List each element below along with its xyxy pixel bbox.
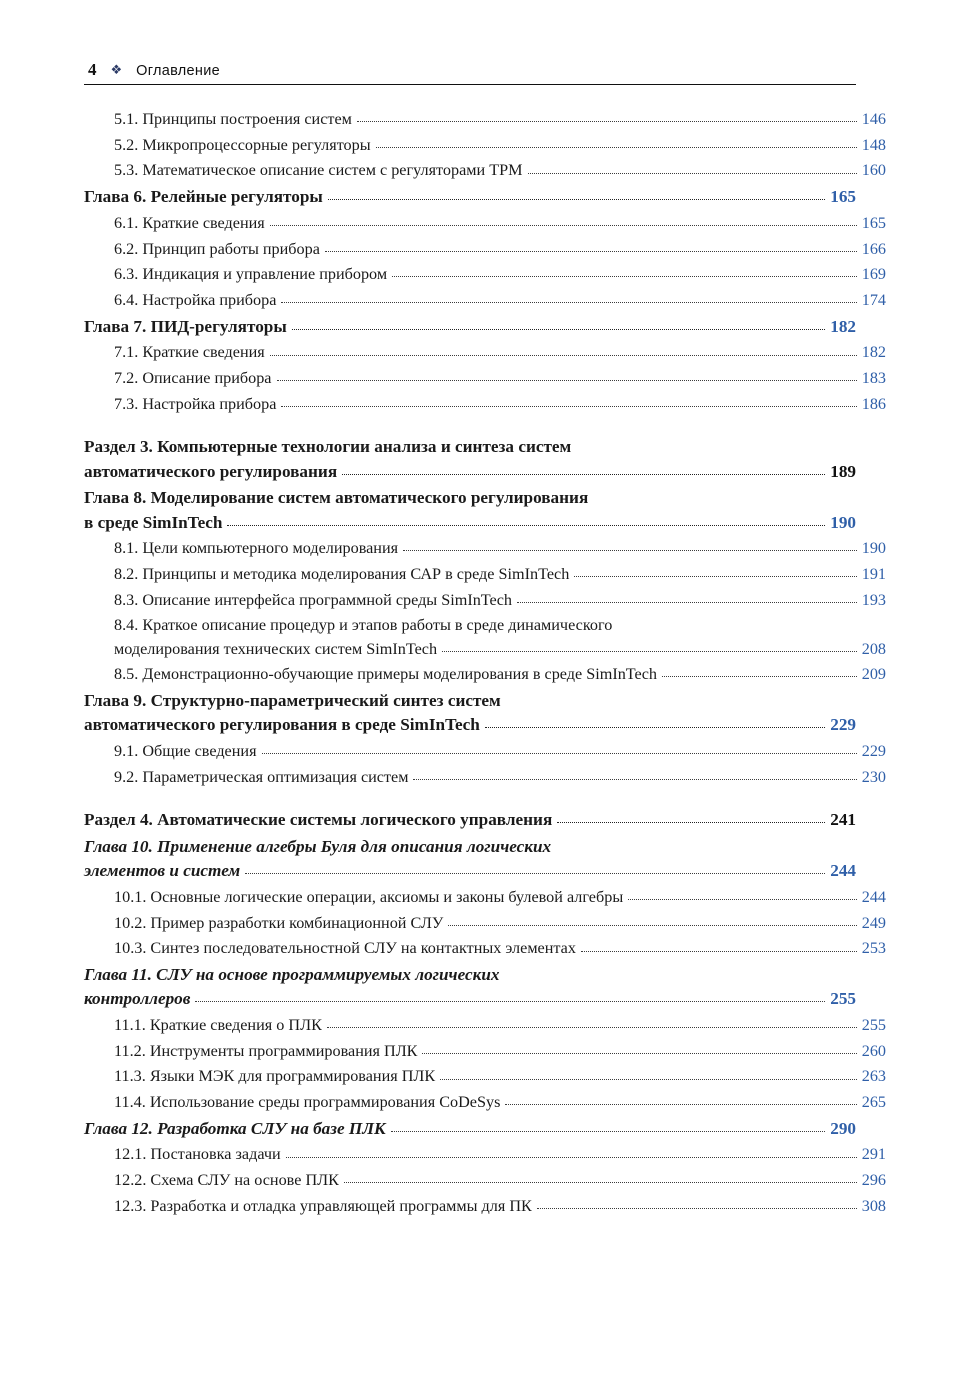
toc-page-number[interactable]: 230 [861,767,886,786]
toc-row[interactable] [84,266,886,282]
toc-entry-title: 12.2. Схема СЛУ на основе ПЛК [114,1171,339,1190]
toc-leader-dots [245,872,825,874]
toc-leader-dots [376,146,857,148]
toc-entry[interactable] [84,1120,856,1137]
toc-entry[interactable] [84,692,856,733]
toc-leader-dots [325,250,857,252]
toc-entry[interactable] [84,741,886,760]
toc-page-number[interactable]: 290 [830,1118,856,1138]
toc-leader-dots [448,924,856,926]
toc-entry[interactable] [84,318,856,335]
toc-row[interactable] [84,592,886,608]
toc-page-number[interactable]: 169 [861,265,886,284]
toc-entry-title: элементов и систем [84,861,241,881]
toc-row[interactable] [84,514,856,531]
toc-leader-dots [270,354,857,356]
toc-page-number[interactable]: 241 [830,810,856,830]
toc-entry-line1: Глава 9. Структурно-параметрический синтез систем [84,690,501,710]
toc-row[interactable] [84,137,886,153]
toc-entry-title: автоматического регулирования [84,461,338,481]
toc-entry[interactable] [84,590,886,609]
toc-row[interactable] [84,241,886,257]
toc-entry[interactable] [84,394,886,413]
toc-page-number[interactable]: 255 [830,989,856,1009]
toc-entry[interactable] [84,1171,886,1190]
header-divider [84,84,856,85]
toc-page-number[interactable]: 193 [861,590,886,609]
toc-entry[interactable] [84,489,856,530]
toc-entry[interactable] [84,438,856,479]
toc-entry-title: Глава 7. ПИД-регуляторы [84,316,287,336]
toc-entry-title: 8.2. Принципы и методика моделирования САР в среде SimInTech [114,564,570,583]
toc-leader-dots [440,1078,857,1080]
toc-entry-title: 6.3. Индикация и управление прибором [114,265,388,284]
toc-row[interactable] [84,292,886,308]
toc-page-number[interactable]: 182 [861,343,886,362]
toc-entry[interactable] [84,135,886,154]
toc-entry-line1: Глава 10. Применение алгебры Буля для описания логических [84,836,552,856]
toc-entry-title: 9.2. Параметрическая оптимизация систем [114,767,409,786]
toc-entry[interactable] [84,239,886,258]
toc-leader-dots [403,549,857,551]
toc-entry[interactable] [84,939,886,958]
toc-row[interactable] [84,162,886,178]
toc-page-number[interactable]: 291 [861,1145,886,1164]
toc-page-number[interactable]: 160 [861,161,886,180]
toc-entry-title: автоматического регулирования в среде SimInTech [84,715,480,735]
toc-entry[interactable] [84,1196,886,1215]
toc-entry[interactable] [84,838,856,879]
toc-leader-dots [528,172,857,174]
toc-page-number[interactable]: 265 [861,1093,886,1112]
toc-row[interactable] [84,641,886,657]
toc-page-number[interactable]: 260 [861,1041,886,1060]
toc-entry[interactable] [84,913,886,932]
toc-page-number[interactable]: 182 [830,316,856,336]
toc-entry[interactable] [84,265,886,284]
toc-entry-title: 8.1. Цели компьютерного моделирования [114,539,399,558]
toc-page-number[interactable]: 229 [861,741,886,760]
toc-entry[interactable] [84,1067,886,1086]
toc-entry-title: 7.2. Описание прибора [114,369,272,388]
toc-entry[interactable] [84,213,886,232]
toc-row[interactable] [84,743,886,759]
toc-entry[interactable] [84,811,856,828]
toc-page-number[interactable]: 244 [830,861,856,881]
toc-entry[interactable] [84,1041,886,1060]
toc-row[interactable] [84,111,886,127]
toc-entry-title: Глава 12. Разработка СЛУ на базе ПЛК [84,1118,386,1138]
toc-leader-dots [391,1130,826,1132]
toc-page-number[interactable]: 190 [861,539,886,558]
toc-row[interactable] [84,769,886,785]
toc-row[interactable] [84,215,886,231]
toc-entry[interactable] [84,539,886,558]
toc-page-number[interactable]: 165 [830,187,856,207]
toc-entry[interactable] [84,1015,886,1034]
toc-row[interactable] [84,889,886,905]
toc-leader-dots [392,275,857,277]
toc-row[interactable] [84,566,886,582]
toc-entry-title: 6.4. Настройка прибора [114,290,277,309]
toc-entry-line1: Глава 11. СЛУ на основе программируемых логических [84,965,500,984]
toc-page-number[interactable]: 190 [830,512,856,532]
toc-row[interactable] [84,463,856,480]
toc-entry-title: 11.2. Инструменты программирования ПЛК [114,1041,418,1060]
toc-row[interactable] [84,915,886,931]
page-title: Оглавление [136,63,220,79]
toc-leader-dots [557,821,825,823]
toc-page-number[interactable]: 229 [830,715,856,735]
toc-page-number[interactable]: 263 [861,1067,886,1086]
toc-entry-title: моделирования технических систем SimInTech [114,639,438,658]
toc-entry-title: 5.1. Принципы построения систем [114,110,352,128]
toc-page-number[interactable]: 308 [861,1196,886,1215]
toc-leader-dots [442,650,857,652]
toc-row[interactable] [84,344,886,360]
toc-entry[interactable] [84,188,856,205]
toc-leader-dots [277,379,857,381]
toc-entry[interactable] [84,564,886,583]
toc-leader-dots [270,224,857,226]
toc-page-number[interactable]: 165 [861,213,886,232]
toc-leader-dots [517,601,857,603]
toc-page-number[interactable]: 186 [861,394,886,413]
toc-entry-title: Раздел 4. Автоматические системы логического управления [84,810,553,830]
toc-row[interactable] [84,862,856,879]
page-header [84,60,856,80]
toc-entry-title: в среде SimInTech [84,512,223,532]
toc-entry[interactable] [84,1093,886,1112]
toc-page-number[interactable]: 191 [861,564,886,583]
toc-page-number[interactable]: 209 [861,665,886,684]
toc-leader-dots [485,726,825,728]
toc-entry-title: 10.2. Пример разработки комбинационной СЛУ [114,913,444,932]
toc-entry[interactable] [84,369,886,388]
toc-entry-title: 8.3. Описание интерфейса программной среды SimInTech [114,590,513,609]
toc-row[interactable] [84,370,886,386]
toc-leader-dots [581,950,857,952]
toc-entry-title: 12.3. Разработка и отладка управляющей программы для ПК [114,1196,532,1215]
toc-entry-title: 7.1. Краткие сведения [114,343,265,362]
toc-row[interactable] [84,1068,886,1084]
toc-page-number[interactable]: 189 [830,461,856,481]
toc-spacer [84,421,856,438]
diamond-ornament-icon: ❖ [110,62,123,77]
toc-row[interactable] [84,811,856,828]
toc-entry-title: 12.1. Постановка задачи [114,1145,281,1164]
toc-leader-dots [537,1207,857,1209]
toc-page-number[interactable]: 183 [861,369,886,388]
toc-entry-title: 6.1. Краткие сведения [114,213,265,232]
toc-entry-title: 11.1. Краткие сведения о ПЛК [114,1015,322,1034]
toc-row[interactable] [84,396,886,412]
toc-page-number[interactable]: 208 [861,639,886,658]
toc-entry-title: 10.3. Синтез последовательностной СЛУ на контактных элементах [114,939,576,958]
toc-row[interactable] [84,188,856,205]
toc-entry[interactable] [84,665,886,684]
toc-entry[interactable] [84,161,886,180]
toc-entry-title: контроллеров [84,989,191,1009]
toc-leader-dots [422,1052,856,1054]
toc-leader-dots [281,405,856,407]
toc-entry-title: 5.3. Математическое описание систем с регуляторами ТРМ [114,161,523,180]
toc-entry-line1: 8.4. Краткое описание процедур и этапов работы в среде динамического [114,616,613,635]
page-number: 4 [88,60,97,79]
toc-entry[interactable] [84,290,886,309]
toc-leader-dots [342,473,825,475]
toc-entry[interactable] [84,1145,886,1164]
toc-list [84,110,886,1215]
toc-page-number[interactable]: 296 [861,1171,886,1190]
toc-page-number[interactable]: 146 [861,110,886,128]
toc-row[interactable] [84,1120,856,1137]
toc-spacer [84,794,856,811]
toc-entry[interactable] [84,887,886,906]
toc-leader-dots [195,1000,825,1002]
toc-row[interactable] [84,1172,886,1188]
toc-entry-title: Глава 6. Релейные регуляторы [84,187,323,207]
toc-page-number[interactable]: 244 [861,887,886,906]
toc-entry-title: 11.4. Использование среды программирования CoDeSys [114,1093,501,1112]
toc-leader-dots [227,524,825,526]
toc-entry-line1: Глава 8. Моделирование систем автоматического регулирования [84,488,589,508]
toc-leader-dots [628,898,857,900]
toc-row[interactable] [84,1094,886,1110]
toc-leader-dots [574,575,856,577]
toc-row[interactable] [84,318,856,335]
toc-row[interactable] [84,1043,886,1059]
toc-leader-dots [328,198,825,200]
toc-entry[interactable] [84,110,886,128]
toc-row[interactable] [84,1198,886,1214]
toc-leader-dots [292,328,825,330]
toc-entry-title: 8.5. Демонстрационно-обучающие примеры моделирования в среде SimInTech [114,665,658,684]
toc-leader-dots [413,778,856,780]
toc-leader-dots [327,1026,857,1028]
toc-entry[interactable] [84,966,856,1007]
toc-entry-title: 5.2. Микропроцессорные регуляторы [114,135,371,154]
toc-entry-title: 6.2. Принцип работы прибора [114,239,320,258]
toc-page-number[interactable]: 249 [861,913,886,932]
toc-leader-dots [505,1103,856,1105]
toc-entry[interactable] [84,767,886,786]
toc-page-number[interactable]: 174 [861,290,886,309]
toc-row[interactable] [84,716,856,733]
toc-leader-dots [357,120,857,122]
toc-row[interactable] [84,1017,886,1033]
toc-entry[interactable] [84,343,886,362]
toc-entry-line1: Раздел 3. Компьютерные технологии анализа и синтеза систем [84,437,572,457]
toc-entry-title: 11.3. Языки МЭК для программирования ПЛК [114,1067,436,1086]
toc-row[interactable] [84,666,886,682]
toc-row[interactable] [84,940,886,956]
toc-row[interactable] [84,1146,886,1162]
toc-leader-dots [262,752,857,754]
toc-page-number[interactable]: 166 [861,239,886,258]
toc-page-number[interactable]: 255 [861,1015,886,1034]
toc-entry-title: 7.3. Настройка прибора [114,394,277,413]
toc-entry-title: 9.1. Общие сведения [114,741,257,760]
toc-leader-dots [344,1181,857,1183]
toc-row[interactable] [84,990,856,1007]
toc-leader-dots [662,675,857,677]
toc-page-number[interactable]: 148 [861,135,886,154]
toc-leader-dots [286,1156,857,1158]
toc-entry-title: 10.1. Основные логические операции, аксиомы и законы булевой алгебры [114,887,624,906]
toc-leader-dots [281,301,856,303]
toc-entry[interactable] [84,616,886,658]
toc-page-number[interactable]: 253 [861,939,886,958]
toc-row[interactable] [84,540,886,556]
